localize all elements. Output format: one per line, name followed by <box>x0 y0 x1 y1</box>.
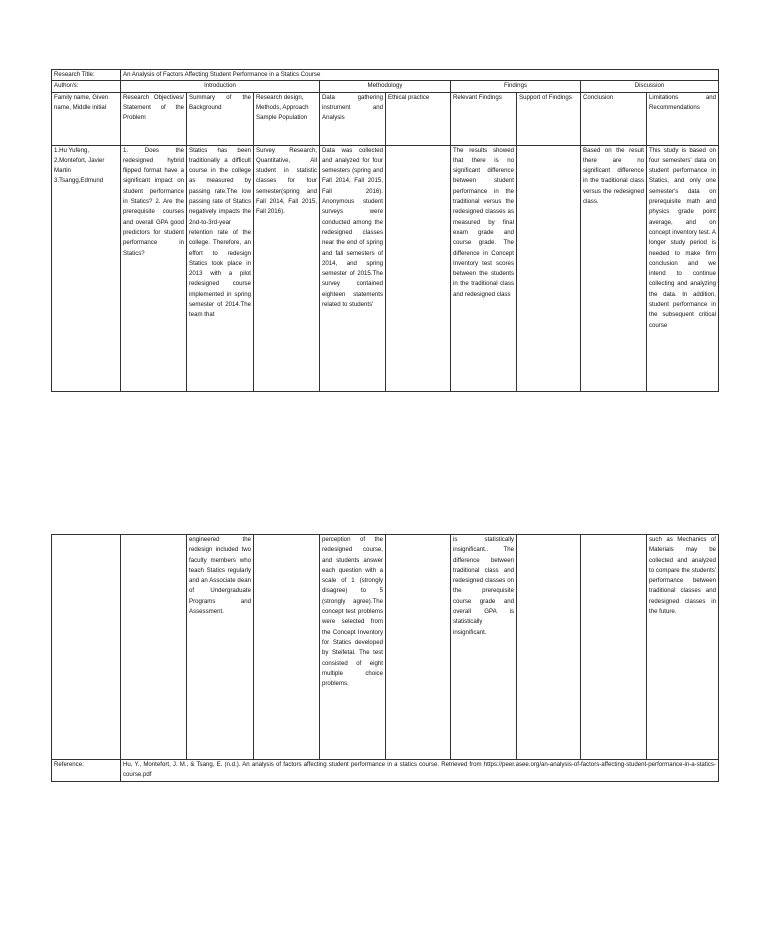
cell-design: Survey Research, Quantitative, All student in statistic classes for four semester(spring and Fall 2014, Fall 2015, Fall 2016). <box>254 145 320 391</box>
research-title: An Analysis of Factors Affecting Student Performance in a Statics Course <box>121 70 719 81</box>
column-header-relevant-findings: Relevant Findings <box>451 92 517 145</box>
column-header-design: Research design, Methods, Approach Sample Population <box>254 92 320 145</box>
research-matrix-table-page-1 <box>51 69 719 392</box>
column-header-ethical: Ethical practice <box>386 92 451 145</box>
cell-background-continued: engineered the redesign included two faculty members who teach Statics regularly and an Associate dean of Undergraduate Programs and Assessment. <box>187 535 254 760</box>
section-introduction: Introduction <box>121 81 320 92</box>
cell-relevant-findings-continued: is statistically insignificant.. The difference between traditional class and redesigned classes on the prerequisite course grade and overall GPA is statistically insignificant. <box>451 535 517 760</box>
column-header-background: Summary of the Background <box>187 92 254 145</box>
column-header-conclusion: Conclusion <box>581 92 647 145</box>
column-header-family-name: Family name, Given name, Middle initial <box>52 92 121 145</box>
cell-limitations: This study is based on four semesters' data on student performance in Statics, and only one semester's data on prerequisite math and physics grade point average, and on concept inventory test. A longer study period is needed to make firm conclusion and we intend to continue collecting and analyzing the data. In addition, student performance in the subsequent critical course <box>647 145 719 391</box>
cell-ethical-continued <box>386 535 451 760</box>
column-header-objectives: Research Objectives/ Statement of the Problem <box>121 92 187 145</box>
column-header-limitations: Limitations and Recommendations <box>647 92 719 145</box>
cell-conclusion: Based on the result there are no significant difference in the traditional class versus the redesigned class. <box>581 145 647 391</box>
cell-background: Statics has been traditionally a difficult course in the college as measured by passing rate.The low passing rate of Statics negatively impacts the 2nd-to-3rd-year retention rate of the college. Therefore, an effort to redesign Statics took place in 2013 with a pilot redesigned course implemented in spring semester of 2014.The team that <box>187 145 254 391</box>
research-title-label: Research Title: <box>52 70 121 81</box>
research-matrix-table-page-2 <box>51 534 719 782</box>
cell-authors-continued <box>52 535 121 760</box>
column-header-support: Support of Findings <box>517 92 581 145</box>
section-methodology: Methodology <box>320 81 451 92</box>
cell-design-continued <box>254 535 320 760</box>
section-discussion: Discussion <box>581 81 719 92</box>
reference-citation: Hu, Y., Montefort, J. M., & Tsang, E. (n.d.). An analysis of factors affecting student performance in a statics course. Retrieved from https://peer.asee.org/an-analysis-of-factors-affecting-student-performance-in-a-statics-course.pdf <box>121 760 719 782</box>
cell-relevant-findings: The results showed that there is no significant difference between student performance in the traditional versus the redesigned classes as measured by final exam grade and course grade. The difference in Concept Inventory test scores between the students in the traditional class and redesigned class <box>451 145 517 391</box>
reference-label: Reference: <box>52 760 121 782</box>
cell-authors: 1.Hu Yufeng, 2.Montefort, Javier Martin 3.Tsangg,Edmund <box>52 145 121 391</box>
cell-objectives: 1. Does the redesigned hybrid flipped format have a significant impact on student performance in Statics? 2. Are the prerequisite courses and overall GPA good predictors for student performance in Statics? <box>121 145 187 391</box>
cell-conclusion-continued <box>581 535 647 760</box>
authors-label: Author/s: <box>52 81 121 92</box>
cell-limitations-continued: such as Mechanics of Materials may be collected and analyzed to compare the students' performance between traditional classes and redesigned classes in the future. <box>647 535 719 760</box>
cell-ethical <box>386 145 451 391</box>
cell-data-gathering: Data was collected and analyzed for four semesters (spring and Fall 2014, Fall 2015, Fall 2016). Anonymous student surveys were conducted among the redesigned classes near the end of spring and fall semesters of 2014, and spring semester of 2015.The survey contained eighteen statements related to students' <box>320 145 386 391</box>
cell-support-continued <box>517 535 581 760</box>
column-header-data-gathering: Data gathering instrument and Analysis <box>320 92 386 145</box>
cell-support <box>517 145 581 391</box>
cell-objectives-continued <box>121 535 187 760</box>
cell-data-gathering-continued: perception of the redesigned course, and students answer each question with a scale of 1 (strongly disagree) to 5 (strongly agree).The concept test problems were selected from the Concept Inventory for Statics developed by Steifetal. The test consisted of eight multiple choice problems. <box>320 535 386 760</box>
section-findings: Findings <box>451 81 581 92</box>
